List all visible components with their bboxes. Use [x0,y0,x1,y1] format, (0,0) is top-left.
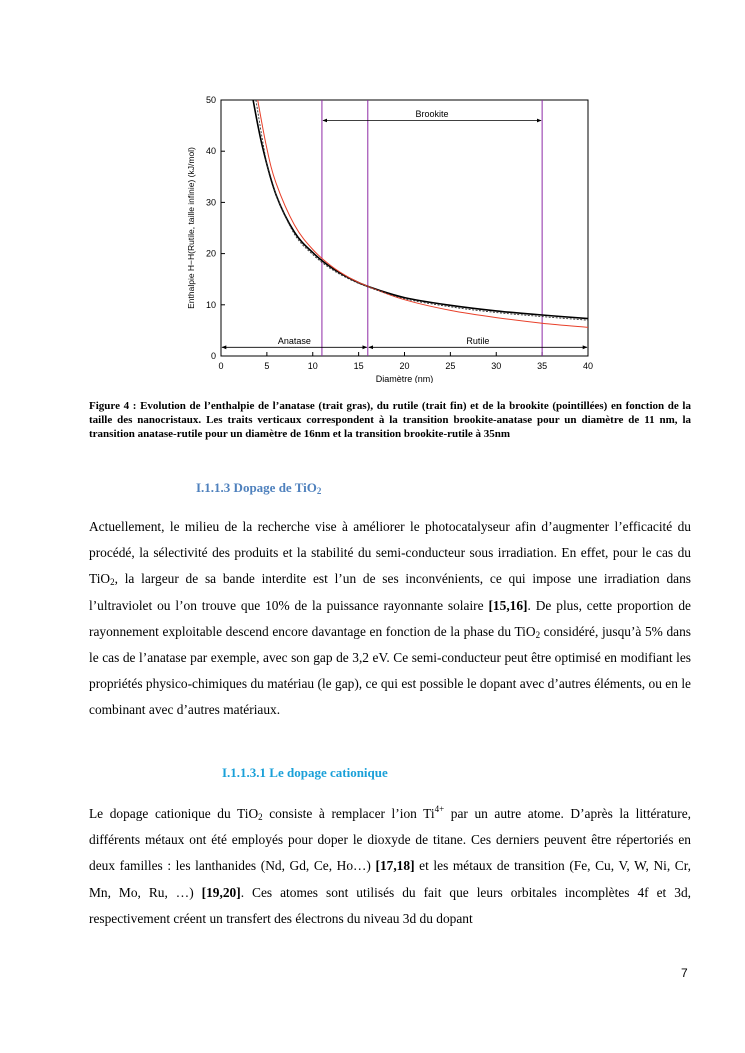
citation: [15,16] [488,597,528,613]
x-axis-label: Diamètre (nm) [375,374,434,383]
series-rutile [258,100,588,327]
region-label: Rutile [466,335,490,346]
x-tick-label: 15 [353,361,364,371]
x-tick-label: 25 [445,361,456,371]
y-tick-label: 10 [205,299,216,310]
y-tick-label: 30 [205,197,216,208]
region-label: Anatase [277,335,311,346]
series-brookite [256,100,588,320]
enthalpy-chart [180,88,600,383]
x-tick-label: 35 [537,361,548,371]
section-heading: I.1.1.3 Dopage de TiO$_2$ [196,480,322,496]
y-axis-label: Enthalpie H−H(Rutile, taille infinie) (kJ/mol) [186,147,196,309]
figure-caption: Figure 4 : Evolution de l’enthalpie de l’anatase (trait gras), du rutile (trait fin) et de la brookite (pointillées) en fonction de la taille des nanocristaux. Les traits verticaux correspondent à la transition brookite-anatase pour un diamètre de 11 nm, la transition anatase-rutile pour un diamètre de 16nm et la transition brookite-rutile à 35nm [89,400,691,440]
series-anatase [253,100,588,319]
paragraph-dopage-cationique: Le dopage cationique du TiO$_2$ consiste à remplacer l’ion $Ti^{4+}$ par un autre atome. D’après la littérature, différents métaux ont été employés pour doper le dioxyde de titane. Ces derniers peuvent être répertoriés en deux familles : les lanthanides (Nd, Gd, Ce, Ho…) [17,18] et les métaux de transition (Fe, Cu, V, W, Ni, Cr, Mn, Mo, Ru, …) [19,20]. Ces atomes sont utilisés du fait que leurs orbitales incomplètes 4f et 3d, respectivement créent un transfert des électrons du niveau 3d du dopant [89,804,692,926]
x-tick-label: 20 [399,361,410,371]
paragraph-dopage: Actuellement, le milieu de la recherche vise à améliorer le photocatalyseur afin d’augmenter l’efficacité du procédé, la sélectivité des produits et la stabilité du semi-conducteur sous irradiation. En effet, pour le cas du TiO$_2$, la largeur de sa bande interdite est l’un de ses inconvénients, ce qui impose une irradiation dans l’ultraviolet ou l’on trouve que 10% de la puissance rayonnante solaire [15,16]. De plus, cette proportion de rayonnement exploitable descend encore davantage en fonction de la phase du TiO$_2$ considéré, jusqu’à 5% dans le cas de l’anatase par exemple, avec son gap de 3,2 eV. Ce semi-conducteur peut être optimisé en modifiant les propriétés physico-chimiques du matériau (le gap), ce qui est possible le dopant avec d’autres éléments, ou en le combinant avec d’autres matériaux. [89,519,691,718]
y-tick-label: 50 [205,95,216,105]
x-tick-label: 0 [218,361,224,371]
plot-frame [221,100,588,356]
y-tick-label: 40 [205,146,216,157]
x-tick-label: 10 [307,361,318,371]
x-tick-label: 5 [264,361,270,371]
subsection-heading: I.1.1.3.1 Le dopage cationique [222,765,388,780]
citation: [17,18] [375,858,415,874]
x-tick-label: 30 [491,361,502,371]
region-label: Brookite [415,108,449,119]
x-tick-label: 40 [582,361,594,371]
citation: [19,20] [201,884,241,900]
y-tick-label: 0 [210,351,216,361]
page-number: 7 [681,966,688,980]
y-tick-label: 20 [205,248,216,259]
